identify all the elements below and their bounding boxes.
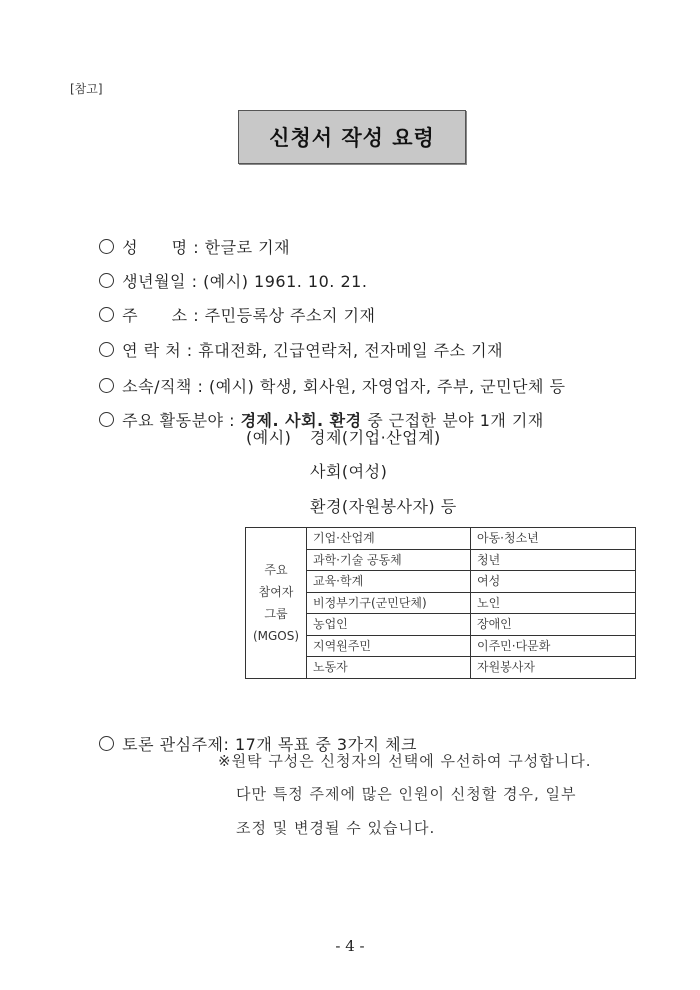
- table-row: [246, 528, 636, 550]
- item-value: (예시) 1961. 10. 21.: [203, 272, 368, 291]
- note-line: ※원탁 구성은 신청자의 선택에 우선하여 구성합니다.: [218, 752, 592, 770]
- header-line: 주요: [264, 562, 288, 577]
- header-line: (MGOS): [252, 628, 300, 643]
- circle-bullet-icon: [99, 736, 114, 751]
- activity-fields: 경제. 사회. 환경: [240, 411, 362, 430]
- table-cell: 청년: [471, 549, 636, 571]
- item-value: 주민등록상 주소지 기재: [204, 306, 376, 325]
- example-prefix: (예시): [246, 428, 292, 447]
- reference-tag: [참고]: [70, 82, 103, 96]
- mgos-header-cell: [246, 528, 307, 679]
- item-separator: :: [187, 306, 205, 325]
- item-value: 한글로 기재: [204, 238, 291, 257]
- table-cell: 기업·산업계: [307, 528, 471, 550]
- page-number: - 4 -: [335, 937, 365, 955]
- note-line: 다만 특정 주제에 많은 인원이 신청할 경우, 일부: [236, 785, 577, 803]
- example-line: 사회(여성): [310, 462, 388, 481]
- item-label: 토론 관심주제: [122, 735, 224, 754]
- item-separator: :: [187, 238, 205, 257]
- item-value: (예시) 학생, 회사원, 자영업자, 주부, 군민단체 등: [208, 377, 566, 396]
- item-label: 주요 활동분야: [122, 411, 224, 430]
- list-item-topics: [88, 713, 417, 755]
- circle-bullet-icon: [99, 412, 114, 427]
- table-cell: 과학·기술 공동체: [307, 549, 471, 571]
- example-line: 환경(자원봉사자) 등: [310, 497, 457, 516]
- item-value: 중 근접한 분야 1개 기재: [361, 411, 544, 430]
- table-cell: 노인: [471, 592, 636, 614]
- page-title: 신청서 작성 요령: [269, 126, 435, 150]
- item-value: 휴대전화, 긴급연락처, 전자메일 주소 기재: [198, 341, 504, 360]
- table-cell: 아동·청소년: [471, 528, 636, 550]
- header-line: 참여자: [258, 584, 294, 599]
- item-value: 17개 목표 중 3가지 체크: [234, 735, 418, 754]
- item-label: 주 소: [122, 306, 188, 325]
- header-line: 그룹: [264, 606, 288, 621]
- table-cell: 농업인: [307, 614, 471, 636]
- item-separator: :: [223, 411, 241, 430]
- item-label: 소속/직책: [122, 377, 192, 396]
- table-cell: 비정부기구(군민단체): [307, 592, 471, 614]
- table-cell: 교육·학계: [307, 571, 471, 593]
- table-cell: 지역원주민: [307, 635, 471, 657]
- item-separator: :: [223, 735, 235, 754]
- table-cell: 이주민·다문화: [471, 635, 636, 657]
- item-separator: :: [191, 377, 209, 396]
- item-label: 연 락 처: [122, 341, 182, 360]
- table-cell: 여성: [471, 571, 636, 593]
- example-line: 경제(기업·산업계): [310, 428, 441, 447]
- table-cell: 장애인: [471, 614, 636, 636]
- table-cell: 자원봉사자: [471, 657, 636, 679]
- note-line: 조정 및 변경될 수 있습니다.: [236, 819, 436, 837]
- item-label: 생년월일: [122, 272, 186, 291]
- item-separator: :: [186, 272, 204, 291]
- item-label: 성 명: [122, 238, 188, 257]
- table-cell: 노동자: [307, 657, 471, 679]
- title-box: [238, 110, 466, 164]
- item-separator: :: [181, 341, 199, 360]
- mgos-table: [245, 527, 636, 679]
